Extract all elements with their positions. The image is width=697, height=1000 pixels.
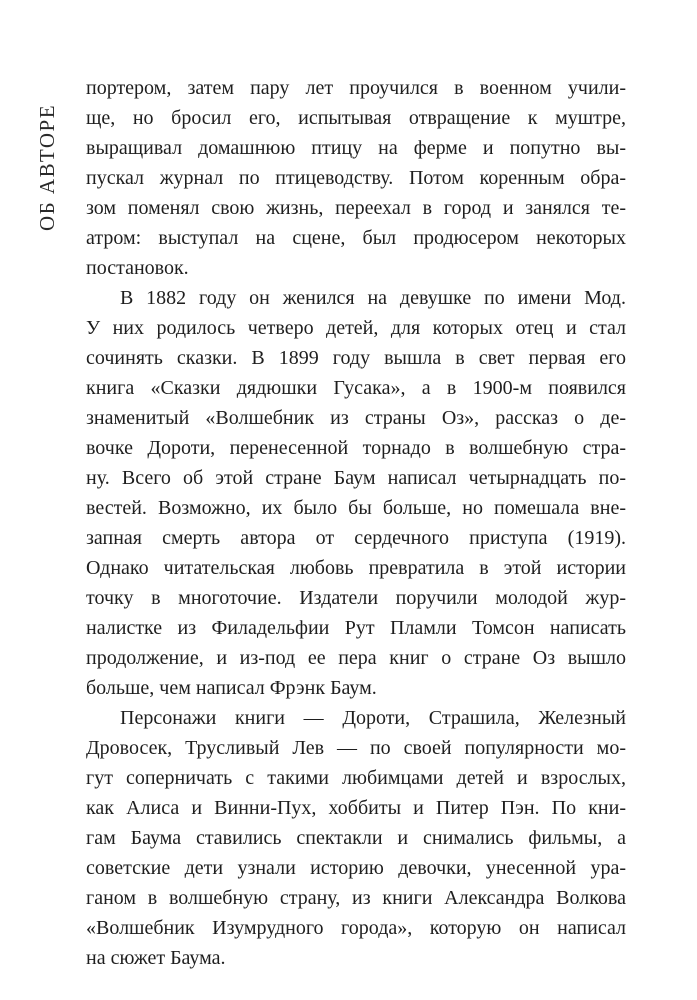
text-line: на сюжет Баума. [86,947,226,969]
running-head [22,78,74,256]
running-head-text: ОБ АВТОРЕ [35,103,60,231]
text-line: постановок. [86,257,189,279]
text-line: Дровосек, Трусливый Лев — по своей популярности мо- [86,737,626,759]
text-line: ганом в волшебную страну, из книги Александра Волкова [86,887,626,909]
text-line: Однако читательская любовь превратила в этой истории [86,557,626,579]
text-line: гут соперничать с такими любимцами детей и взрослых, [86,767,626,789]
text-line: знаменитый «Волшебник из страны Оз», рассказ о де- [86,407,626,429]
paragraph-3 [86,703,626,973]
text-line: гам Баума ставились спектакли и снимались фильмы, а [86,827,626,849]
text-line: ще, но бросил его, испытывая отвращение к муштре, [86,107,626,129]
text-line: продолжение, и из-под ее пера книг о стране Оз вышло [86,647,626,669]
text-line: ну. Всего об этой стране Баум написал четырнадцать по- [86,467,626,489]
text-line: У них родилось четверо детей, для которых отец и стал [86,317,626,339]
text-line: вестей. Возможно, их было бы больше, но помешала вне- [86,497,626,519]
text-line: вочке Дороти, перенесенной торнадо в волшебную стра- [86,437,626,459]
body-text [86,73,626,973]
text-line: точку в многоточие. Издатели поручили молодой жур- [86,587,626,609]
paragraph-2 [86,283,626,703]
text-line: Персонажи книги — Дороти, Страшила, Железный [120,707,626,729]
text-line: запная смерть автора от сердечного приступа (1919). [86,527,626,549]
text-line: книга «Сказки дядюшки Гусака», а в 1900-м появился [86,377,626,399]
text-line: пускал журнал по птицеводству. Потом коренным обра- [86,167,626,189]
text-line: выращивал домашнюю птицу на ферме и попутно вы- [86,137,626,159]
text-line: атром: выступал на сцене, был продюсером некоторых [86,227,626,249]
text-line: больше, чем написал Фрэнк Баум. [86,677,377,699]
text-line: советские дети узнали историю девочки, унесенной ура- [86,857,626,879]
text-line: портером, затем пару лет проучился в военном учили- [86,77,626,99]
text-line: налистке из Филадельфии Рут Пламли Томсон написать [86,617,626,639]
text-line: как Алиса и Винни-Пух, хоббиты и Питер Пэн. По кни- [86,797,626,819]
text-line: сочинять сказки. В 1899 году вышла в свет первая его [86,347,626,369]
text-line: зом поменял свою жизнь, переехал в город и занялся те- [86,197,626,219]
paragraph-1 [86,73,626,283]
text-line: В 1882 году он женился на девушке по имени Мод. [120,287,626,309]
text-line: «Волшебник Изумрудного города», которую он написал [86,917,626,939]
